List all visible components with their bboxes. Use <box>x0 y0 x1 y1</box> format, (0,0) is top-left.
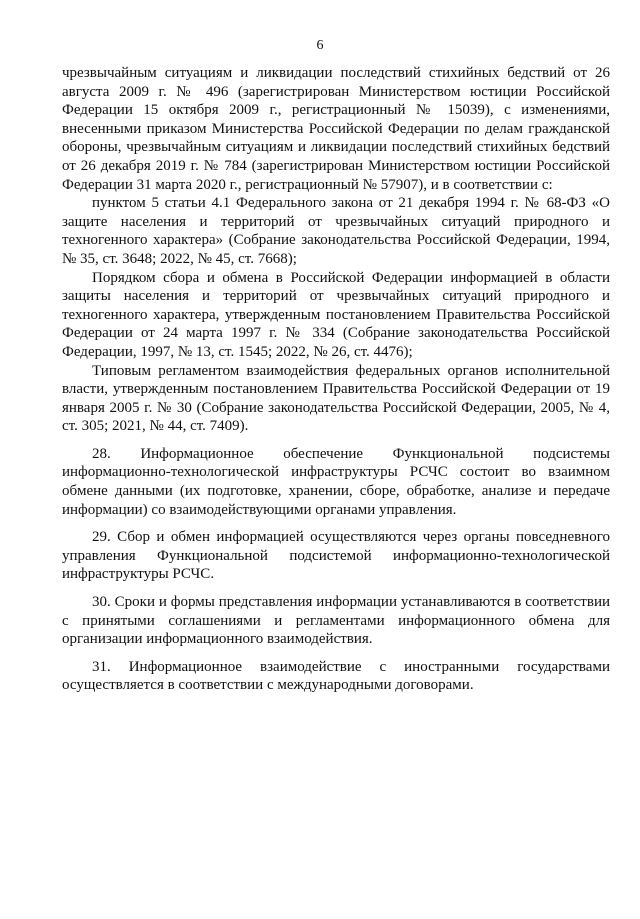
paragraph-30: 30. Сроки и формы представления информации устанавливаются в соответствии с принятыми соглашениями и регламентами информационного обмена для организации информационного взаимодействия. <box>62 594 610 648</box>
page-number: 6 <box>316 38 324 53</box>
paragraph-29: 29. Сбор и обмен информацией осуществляются через органы повседневного управления Функциональной подсистемой информационно-технологической инфраструктуры РСЧС. <box>62 529 610 583</box>
paragraph-31: 31. Информационное взаимодействие с иностранными государствами осуществляется в соответствии с международными договорами. <box>62 658 610 694</box>
paragraph-continuation: чрезвычайным ситуациям и ликвидации последствий стихийных бедствий от 26 августа 2009 г. № 496 (зарегистрирован Министерством юстиции Российской Федерации 15 октября 2009 г., регистрационный № 15039), с изменениями, внесенными приказом Министерства Российской Федерации по делам гражданской обороны, чрезвычайным ситуациям и ликвидации последствий стихийных бедствий от 26 декабря 2019 г. № 784 (зарегистрирован Министерством юстиции Российской Федерации 31 марта 2020 г., регистрационный № 57907), и в соответствии с: <box>62 65 610 193</box>
paragraph-federal-law-item: пунктом 5 статьи 4.1 Федерального закона от 21 декабря 1994 г. № 68-ФЗ «О защите населения и территорий от чрезвычайных ситуаций природного и техногенного характера» (Собрание законодательства Российской Федерации, 1994, № 35, ст. 3648; 2022, № 45, ст. 7668); <box>62 195 610 267</box>
paragraph-procedure-item: Порядком сбора и обмена в Российской Федерации информацией в области защиты населения и территорий от чрезвычайных ситуаций природного и техногенного характера, утвержденным постановлением Правительства Российской Федерации от 24 марта 1997 г. № 334 (Собрание законодательства Российской Федерации, 1997, № 13, ст. 1545; 2022, № 26, ст. 4476); <box>62 269 610 360</box>
paragraph-28: 28. Информационное обеспечение Функциональной подсистемы информационно-технологической инфраструктуры РСЧС состоит во взаимном обмене данными (их подготовке, хранении, сборе, обработке, анализе и передаче информации) со взаимодействующими органами управления. <box>62 445 610 518</box>
paragraph-regulation-item: Типовым регламентом взаимодействия федеральных органов исполнительной власти, утвержденным постановлением Правительства Российской Федерации от 19 января 2005 г. № 30 (Собрание законодательства Российской Федерации, 2005, № 4, ст. 305; 2021, № 44, ст. 7409). <box>62 362 610 435</box>
document-body <box>62 64 610 695</box>
